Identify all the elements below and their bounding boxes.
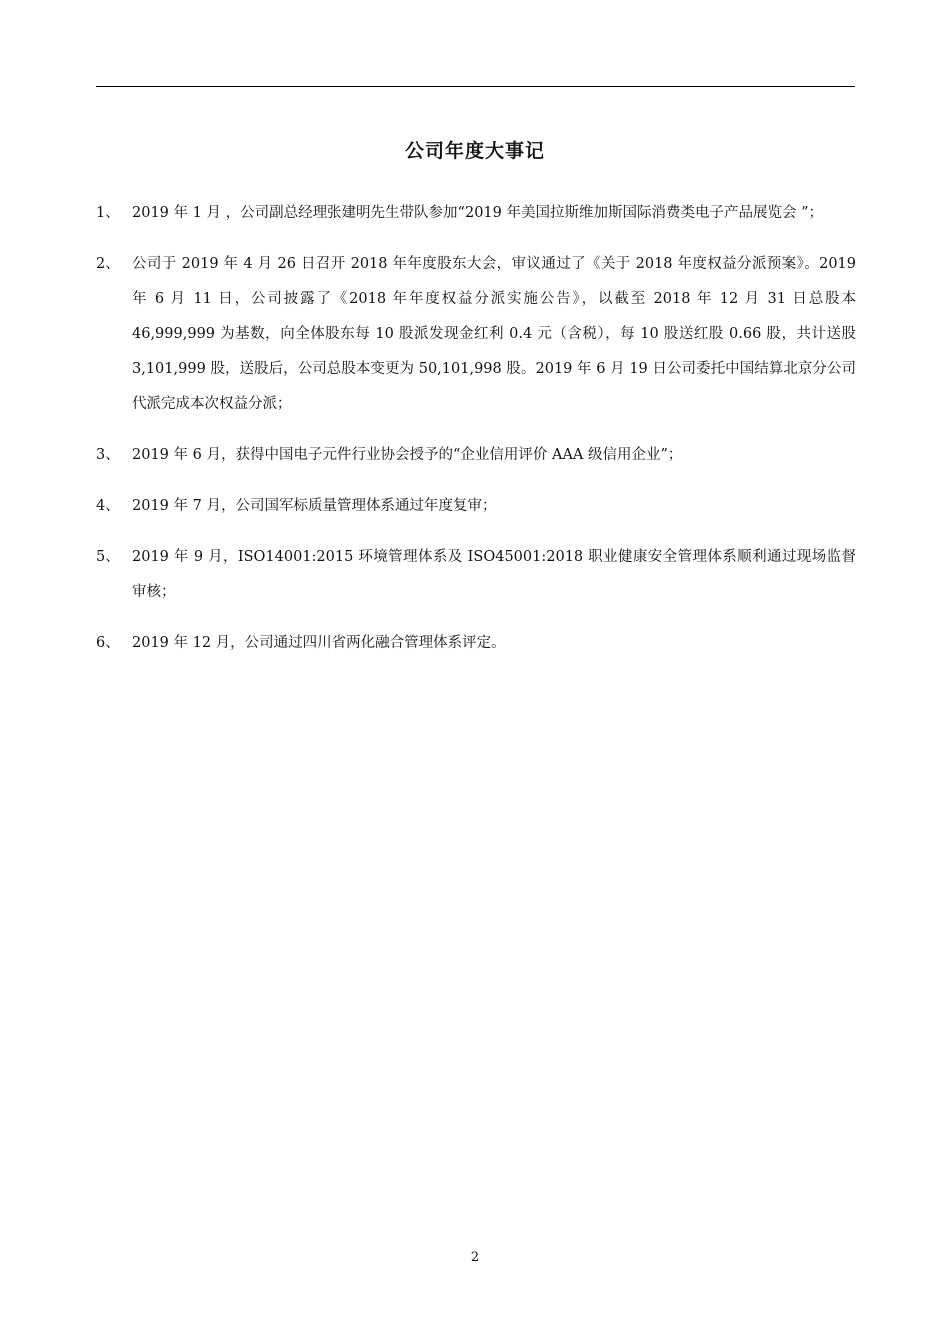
- list-item-text: 2019 年 12 月，公司通过四川省两化融合管理体系评定。: [132, 635, 506, 651]
- list-item-text: 2019 年 7 月，公司国军标质量管理体系通过年度复审；: [132, 498, 497, 514]
- list-item-number: 4、: [96, 498, 120, 514]
- list-item: [96, 489, 856, 524]
- list-item: [96, 438, 856, 473]
- list-item-number: 5、: [96, 549, 120, 565]
- list-item: [96, 196, 856, 231]
- list-item: [96, 626, 856, 661]
- page-number: 2: [470, 1250, 480, 1265]
- list-item-text: 2019 年 9 月，ISO14001:2015 环境管理体系及 ISO45001:2018 职业健康安全管理体系顺利通过现场监督审核；: [132, 549, 856, 600]
- list-item-number: 2、: [96, 256, 120, 272]
- event-list: [96, 196, 856, 677]
- list-item-text: 公司于 2019 年 4 月 26 日召开 2018 年年度股东大会，审议通过了《关于 2018 年度权益分派预案》。2019 年 6 月 11 日，公司披露了《2018 年年度权益分派实施公告》，以截至 2018 年 12 月 31 日总股本 46,999,999 为基数，向全体股东每 10 股派发现金红利 0.4 元（含税），每 10 股送红股 0.66 股，共计送股 3,101,999 股，送股后，公司总股本变更为 50,101,998 股。2019 年 6 月 19 日公司委托中国结算北京分公司代派完成本次权益分派；: [132, 256, 856, 412]
- list-item: [96, 540, 856, 610]
- list-item-number: 1、: [96, 205, 120, 221]
- list-item-text: 2019 年 6 月，获得中国电子元件行业协会授予的“企业信用评价 AAA 级信用企业”；: [132, 447, 683, 463]
- list-item: [96, 247, 856, 422]
- list-item-number: 6、: [96, 635, 120, 651]
- header-rule: [96, 86, 855, 87]
- list-item-text: 2019 年 1 月 ，公司副总经理张建明先生带队参加“2019 年美国拉斯维加斯国际消费类电子产品展览会 ”；: [132, 205, 824, 221]
- list-item-number: 3、: [96, 447, 120, 463]
- page-title: 公司年度大事记: [404, 140, 545, 162]
